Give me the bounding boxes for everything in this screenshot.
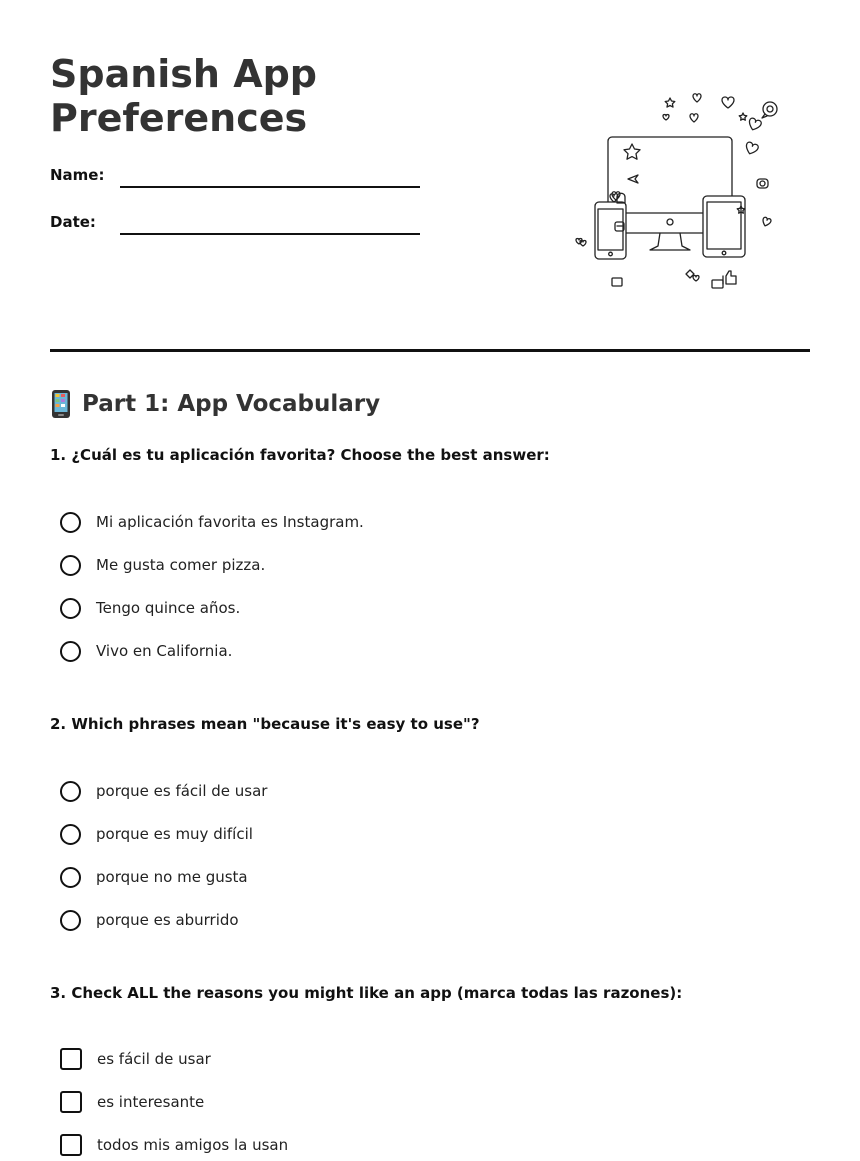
question-3-option-1[interactable] <box>60 1046 211 1072</box>
radio-button[interactable] <box>60 910 81 931</box>
name-input-line[interactable] <box>120 186 420 188</box>
date-label: Date: <box>50 213 96 231</box>
question-1-option-4[interactable] <box>60 638 232 664</box>
question-2-option-1[interactable] <box>60 778 267 804</box>
option-label: Mi aplicación favorita es Instagram. <box>96 513 364 531</box>
option-label: porque es aburrido <box>96 911 239 929</box>
question-1-option-2[interactable] <box>60 552 265 578</box>
devices-illustration <box>562 88 778 298</box>
question-3-option-3[interactable] <box>60 1132 288 1158</box>
radio-button[interactable] <box>60 512 81 533</box>
option-label: todos mis amigos la usan <box>97 1136 289 1154</box>
option-label: es interesante <box>97 1093 205 1111</box>
option-label: Tengo quince años. <box>96 599 241 617</box>
camera-icon <box>757 179 768 188</box>
question-3-option-2[interactable] <box>60 1089 204 1115</box>
question-1-option-1[interactable] <box>60 509 364 535</box>
name-field[interactable] <box>50 166 420 196</box>
radio-button[interactable] <box>60 641 81 662</box>
question-1-option-3[interactable] <box>60 595 240 621</box>
tablet-icon <box>703 196 745 257</box>
option-label: es fácil de usar <box>97 1050 211 1068</box>
name-label: Name: <box>50 166 105 184</box>
question-2-option-2[interactable] <box>60 821 253 847</box>
chat-bubble-icon <box>762 102 777 118</box>
send-icon <box>628 175 638 183</box>
radio-button[interactable] <box>60 598 81 619</box>
mobile-phone-icon <box>50 389 72 419</box>
checkbox[interactable] <box>60 1091 82 1113</box>
page-title <box>50 52 470 140</box>
radio-button[interactable] <box>60 781 81 802</box>
worksheet-page <box>50 0 810 1161</box>
date-input-line[interactable] <box>120 233 420 235</box>
radio-button[interactable] <box>60 867 81 888</box>
checkbox[interactable] <box>60 1134 82 1156</box>
option-label: porque es muy difícil <box>96 825 253 843</box>
date-field[interactable] <box>50 213 420 243</box>
radio-button[interactable] <box>60 555 81 576</box>
radio-button[interactable] <box>60 824 81 845</box>
question-1-prompt: 1. ¿Cuál es tu aplicación favorita? Choose the best answer: <box>50 446 550 464</box>
question-2-prompt: 2. Which phrases mean "because it's easy to use"? <box>50 715 480 733</box>
option-label: porque es fácil de usar <box>96 782 268 800</box>
question-2-option-3[interactable] <box>60 864 248 890</box>
title-line-1: Spanish App <box>50 52 318 96</box>
title-line-2: Preferences <box>50 96 308 140</box>
part-1-heading <box>50 388 380 420</box>
question-2-option-4[interactable] <box>60 907 239 933</box>
option-label: porque no me gusta <box>96 868 248 886</box>
checkbox[interactable] <box>60 1048 82 1070</box>
part-1-title: Part 1: App Vocabulary <box>82 391 381 417</box>
section-divider <box>50 349 810 352</box>
thumbs-up-icon <box>723 271 736 284</box>
option-label: Vivo en California. <box>96 642 233 660</box>
option-label: Me gusta comer pizza. <box>96 556 266 574</box>
question-3-prompt: 3. Check ALL the reasons you might like an app (marca todas las razones): <box>50 984 683 1002</box>
